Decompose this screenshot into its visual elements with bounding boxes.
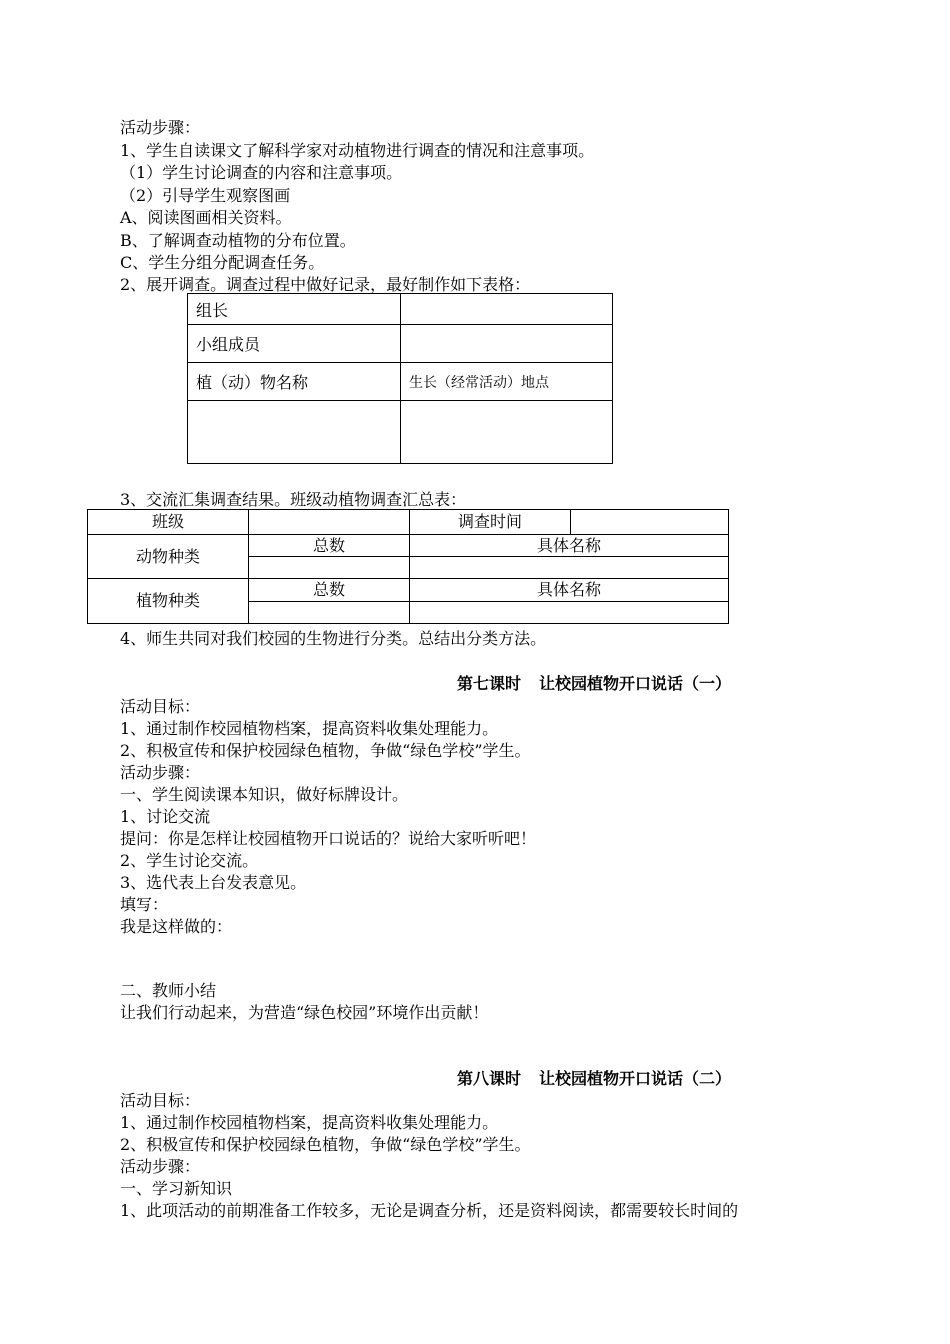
step-line: B、了解调查动植物的分布位置。 xyxy=(120,231,356,250)
class-label: 班级 xyxy=(88,510,249,535)
step-line: （2）引导学生观察图画 xyxy=(120,186,291,205)
lesson8-line: 2、积极宣传和保护校园绿色植物，争做“绿色学校”学生。 xyxy=(120,1135,531,1154)
lesson7-line: 3、选代表上台发表意见。 xyxy=(120,873,307,892)
time-label: 调查时间 xyxy=(410,510,571,535)
lesson8-line: 1、此项活动的前期准备工作较多，无论是调查分析，还是资料阅读，都需要较长时间的 xyxy=(120,1201,739,1220)
plant-total-value xyxy=(249,602,410,624)
teacher-summary-heading: 二、教师小结 xyxy=(120,981,217,1000)
members-cell xyxy=(401,325,613,363)
lesson7-line: 1、讨论交流 xyxy=(120,807,211,826)
leader-label: 组长 xyxy=(188,294,401,325)
lesson7-line: 一、学生阅读课本知识，做好标牌设计。 xyxy=(120,785,409,804)
lesson7-line: 提问：你是怎样让校园植物开口说话的？说给大家听听吧！ xyxy=(120,829,537,848)
lesson8-number: 第八课时 xyxy=(456,1069,521,1088)
animal-total-label: 总数 xyxy=(249,535,410,557)
lesson7-line: 2、积极宣传和保护校园绿色植物，争做“绿色学校”学生。 xyxy=(120,741,531,760)
summary-intro-line: 3、交流汇集调查结果。班级动植物调查汇总表： xyxy=(120,490,467,509)
lesson8-title xyxy=(0,1068,950,1090)
animal-names-value xyxy=(410,557,729,579)
lesson7-line: 2、学生讨论交流。 xyxy=(120,851,259,870)
members-label: 小组成员 xyxy=(188,325,401,363)
plant-total-label: 总数 xyxy=(249,579,410,602)
step-line: 2、展开调查。调查过程中做好记录，最好制作如下表格： xyxy=(120,275,531,294)
empty-cell xyxy=(401,401,613,464)
lesson7-name: 让校园植物开口说话（一） xyxy=(539,674,732,693)
step-line: （1）学生讨论调查的内容和注意事项。 xyxy=(120,163,403,182)
lesson8-line: 活动步骤： xyxy=(120,1157,201,1176)
animal-category-label: 动物种类 xyxy=(88,535,249,579)
plant-category-label: 植物种类 xyxy=(88,579,249,624)
empty-cell xyxy=(188,401,401,464)
lesson7-line: 活动目标： xyxy=(120,697,201,716)
location-column-header: 生长（经常活动）地点 xyxy=(401,363,613,401)
step-line: 1、学生自读课文了解科学家对动植物进行调查的情况和注意事项。 xyxy=(120,141,595,160)
animal-names-label: 具体名称 xyxy=(410,535,729,557)
plant-names-label: 具体名称 xyxy=(410,579,729,602)
lesson8-line: 一、学习新知识 xyxy=(120,1179,233,1198)
plant-names-value xyxy=(410,602,729,624)
lesson7-line: 1、通过制作校园植物档案，提高资料收集处理能力。 xyxy=(120,719,499,738)
leader-cell xyxy=(401,294,613,325)
lesson7-number: 第七课时 xyxy=(456,674,521,693)
name-column-header: 植（动）物名称 xyxy=(188,363,401,401)
class-summary-table xyxy=(87,509,729,624)
time-value xyxy=(571,510,729,535)
lesson8-name: 让校园植物开口说话（二） xyxy=(539,1069,732,1088)
lesson8-line: 活动目标： xyxy=(120,1091,201,1110)
survey-record-table xyxy=(187,293,613,464)
lesson7-title xyxy=(0,673,950,695)
lesson7-line: 活动步骤： xyxy=(120,763,201,782)
animal-total-value xyxy=(249,557,410,579)
step-line: C、学生分组分配调查任务。 xyxy=(120,253,325,272)
class-value xyxy=(249,510,410,535)
lesson7-line: 我是这样做的： xyxy=(120,917,233,936)
teacher-summary-text: 让我们行动起来，为营造“绿色校园”环境作出贡献！ xyxy=(120,1003,489,1022)
lesson7-line: 填写： xyxy=(120,895,169,914)
step-line: A、阅读图画相关资料。 xyxy=(120,208,292,227)
classify-line: 4、师生共同对我们校园的生物进行分类。总结出分类方法。 xyxy=(120,629,547,648)
lesson8-line: 1、通过制作校园植物档案，提高资料收集处理能力。 xyxy=(120,1113,499,1132)
steps-heading: 活动步骤： xyxy=(120,118,201,137)
